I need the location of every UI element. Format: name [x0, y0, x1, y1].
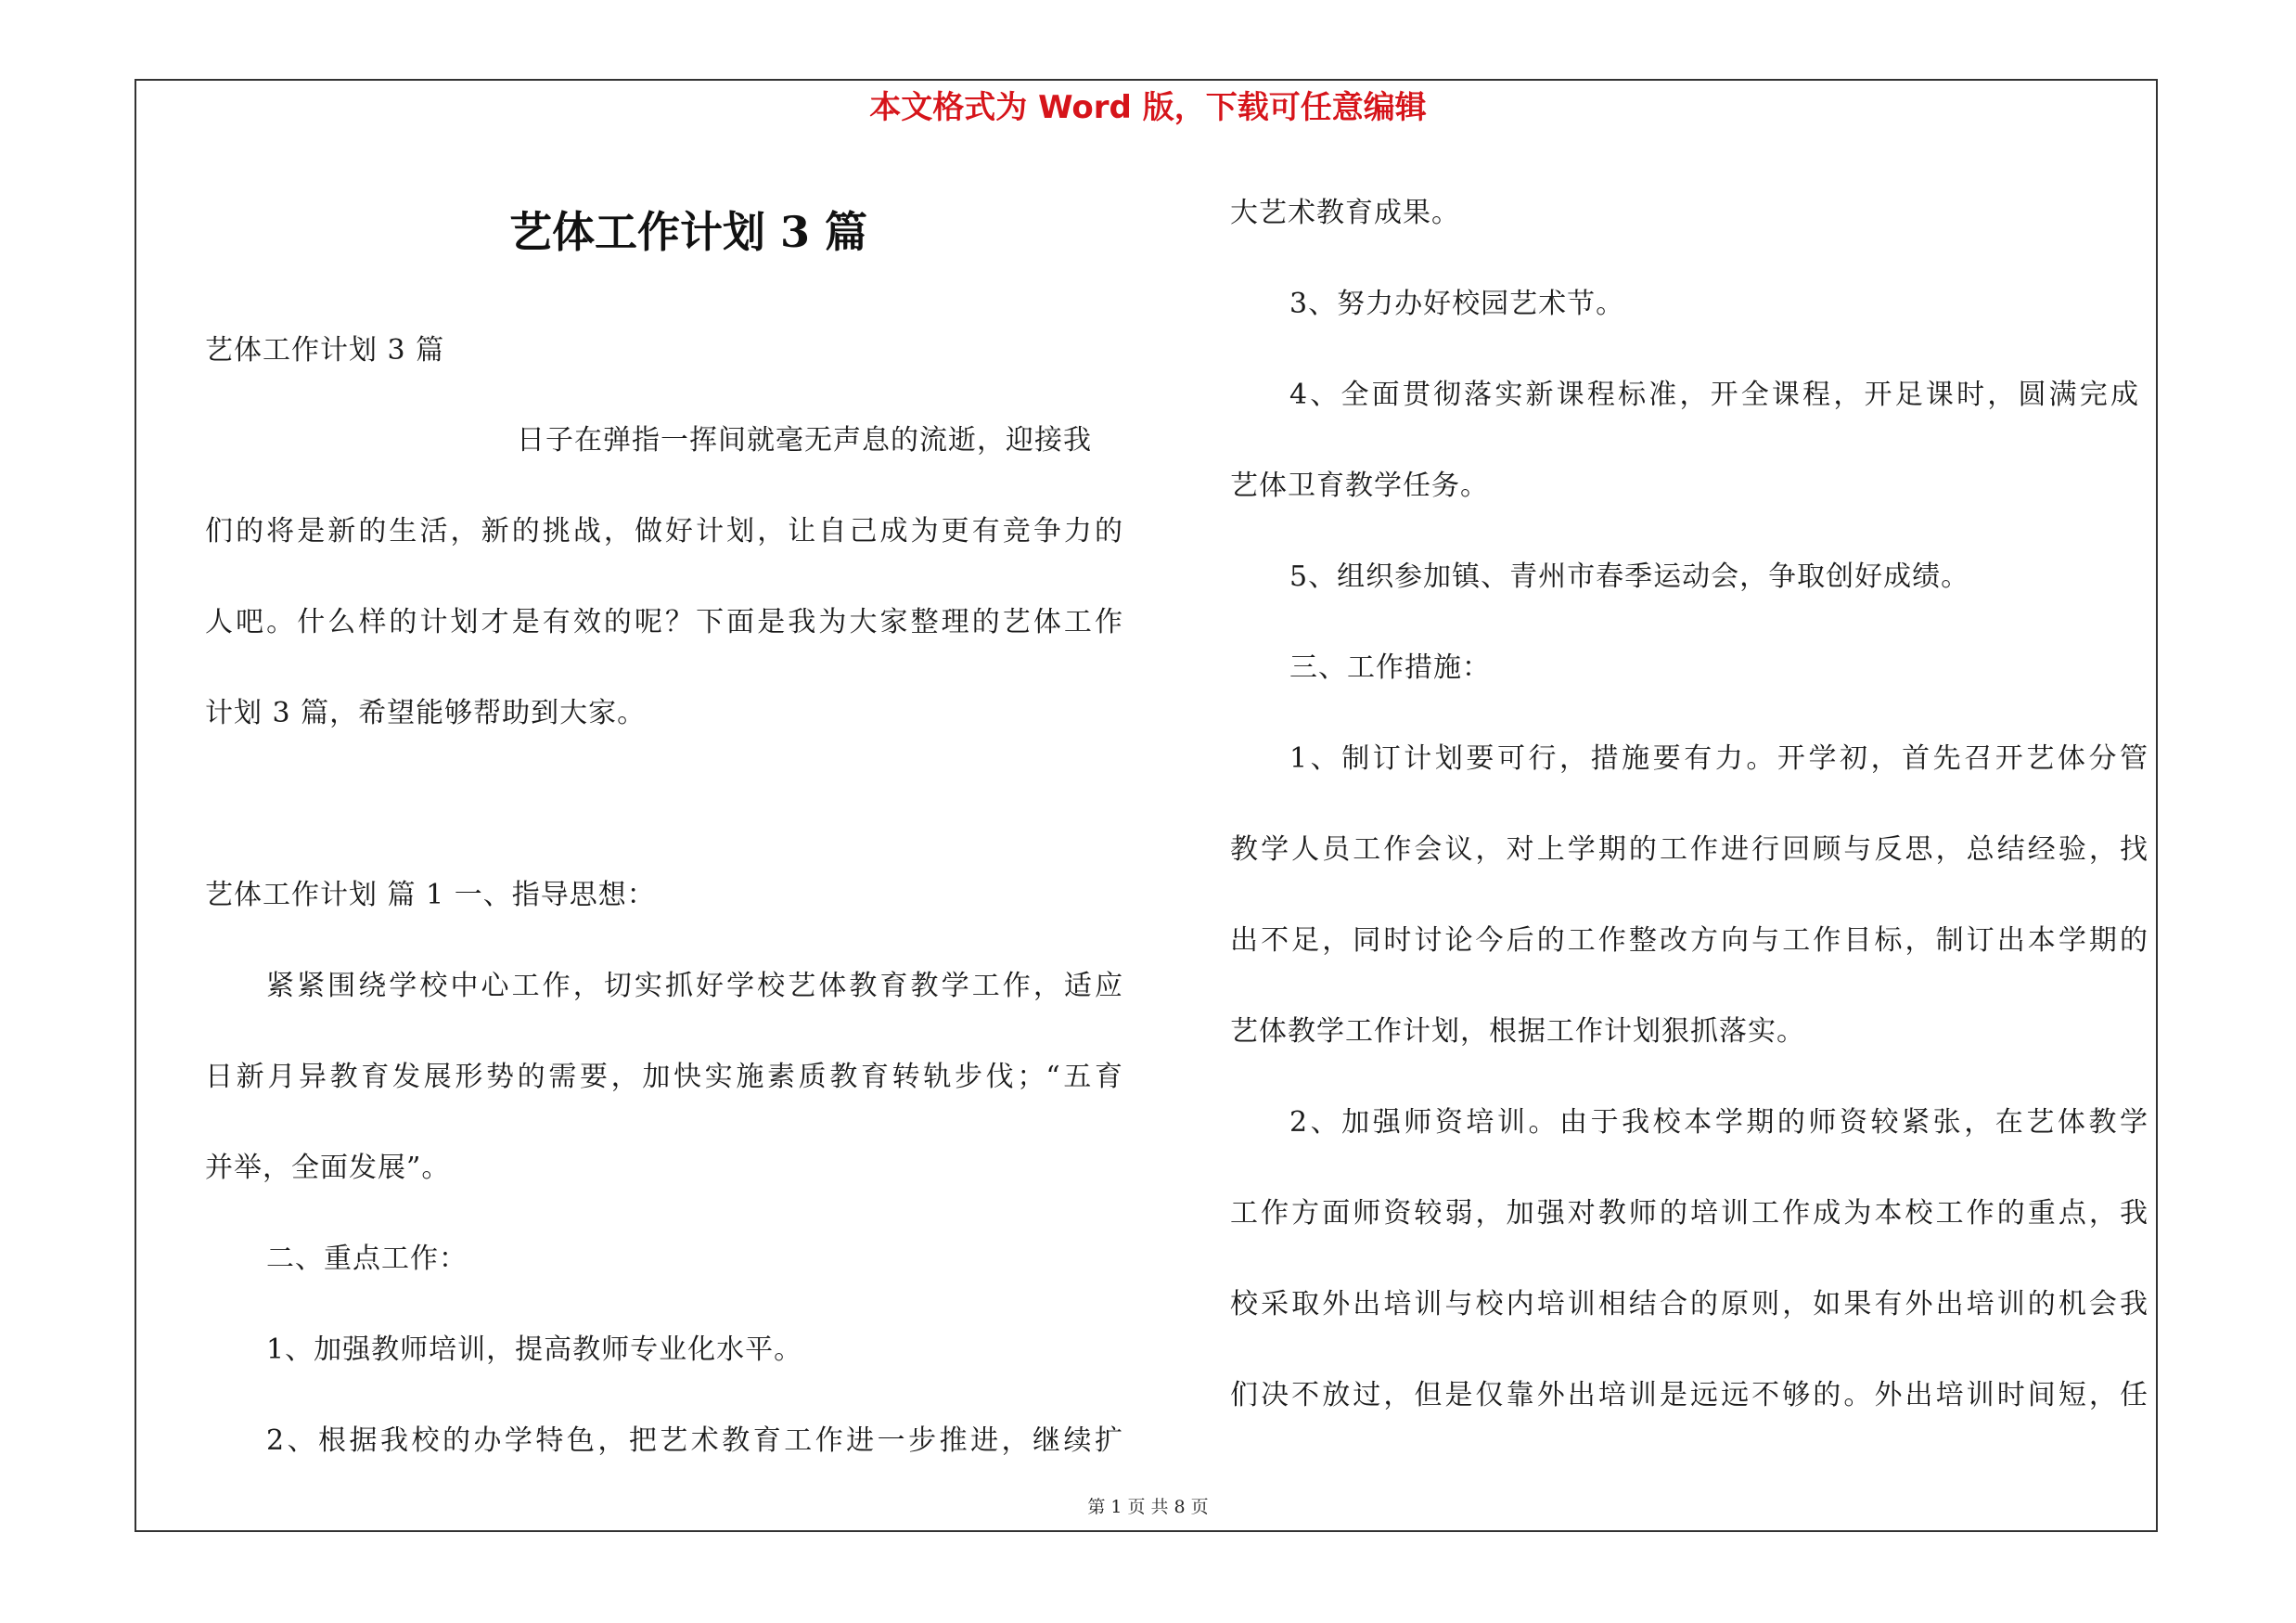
left-line-intro-3: 人吧。什么样的计划才是有效的呢？下面是我为大家整理的艺体工作 — [205, 606, 1123, 638]
editable-banner: 本文格式为 Word 版，下载可任意编辑 — [869, 89, 1427, 126]
right-line-3: 4、全面贯彻落实新课程标准，开全课程，开足课时，圆满完成 — [1289, 379, 2139, 411]
right-line-12: 工作方面师资较弱，加强对教师的培训工作成为本校工作的重点，我 — [1230, 1197, 2148, 1230]
left-line-item-1: 1、加强教师培训，提高教师专业化水平。 — [266, 1333, 803, 1366]
left-line-subtitle: 艺体工作计划 3 篇 — [205, 334, 445, 367]
right-line-8: 教学人员工作会议，对上学期的工作进行回顾与反思，总结经验，找 — [1230, 833, 2148, 866]
right-line-6: 三、工作措施： — [1289, 651, 1491, 684]
left-line-intro-2: 们的将是新的生活，新的挑战，做好计划，让自己成为更有竞争力的 — [205, 515, 1123, 547]
left-line-para-1: 紧紧围绕学校中心工作，切实抓好学校艺体教育教学工作，适应 — [266, 970, 1123, 1002]
right-line-9: 出不足，同时讨论今后的工作整改方向与工作目标，制订出本学期的 — [1230, 924, 2148, 957]
right-line-4: 艺体卫育教学任务。 — [1230, 470, 1489, 502]
left-line-para-2: 日新月异教育发展形势的需要，加快实施素质教育转轨步伐；“五育 — [205, 1061, 1123, 1093]
left-line-intro-1: 日子在弹指一挥间就毫无声息的流逝，迎接我 — [517, 424, 1092, 457]
right-line-14: 们决不放过，但是仅靠外出培训是远远不够的。外出培训时间短，任 — [1230, 1379, 2148, 1411]
right-line-7: 1、制订计划要可行，措施要有力。开学初，首先召开艺体分管 — [1289, 742, 2148, 775]
left-line-section-heading: 艺体工作计划 篇 1 一、指导思想： — [205, 879, 656, 911]
left-line-intro-4: 计划 3 篇，希望能够帮助到大家。 — [205, 697, 647, 729]
page-number-footer: 第 1 页 共 8 页 — [1087, 1497, 1209, 1517]
right-line-13: 校采取外出培训与校内培训相结合的原则，如果有外出培训的机会我 — [1230, 1288, 2148, 1320]
document-title: 艺体工作计划 3 篇 — [508, 207, 868, 257]
right-line-5: 5、组织参加镇、青州市春季运动会，争取创好成绩。 — [1289, 560, 1970, 593]
left-line-item-2: 2、根据我校的办学特色，把艺术教育工作进一步推进，继续扩 — [266, 1424, 1123, 1457]
right-line-2: 3、努力办好校园艺术节。 — [1289, 288, 1625, 320]
left-line-heading-2: 二、重点工作： — [266, 1243, 468, 1275]
right-line-11: 2、加强师资培训。由于我校本学期的师资较紧张，在艺体教学 — [1289, 1106, 2148, 1139]
right-line-1: 大艺术教育成果。 — [1230, 197, 1460, 229]
left-line-para-3: 并举，全面发展”。 — [205, 1152, 451, 1184]
right-line-10: 艺体教学工作计划，根据工作计划狠抓落实。 — [1230, 1015, 1805, 1048]
